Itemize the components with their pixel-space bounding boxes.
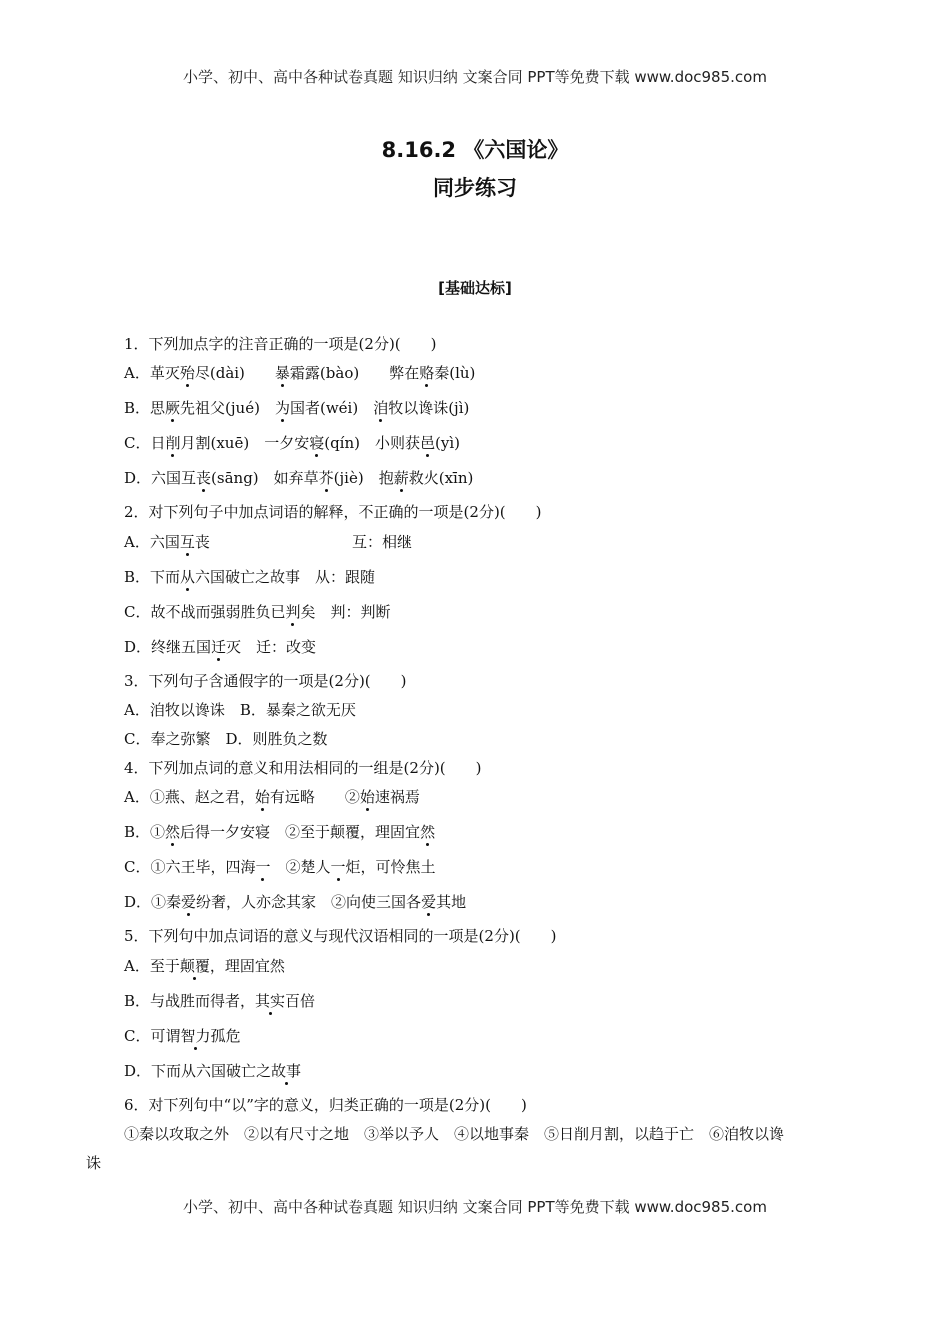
- question-1-option-a: A．革灭殆尽(dài) 暴霜露(bào) 弊在赂秦(lù): [124, 364, 476, 382]
- question-3-options-ab: A．洎牧以谗诛 B．暴秦之欲无厌: [124, 701, 356, 719]
- dotted-char: 一: [330, 858, 346, 876]
- question-6-sentences: ①秦以攻取之外 ②以有尺寸之地 ③举以予人 ④以地事秦 ⑤日削月割，以趋于亡 ⑥洎牧以谗: [124, 1125, 785, 1143]
- dotted-char: 迁: [211, 638, 227, 656]
- question-3-options-cd: C．奉之弥繁 D．则胜负之数: [124, 730, 328, 748]
- question-5-option-d: D．下而从六国破亡之故事: [124, 1062, 302, 1080]
- question-1-option-c: C．日削月割(xuē) 一夕安寝(qín) 小则获邑(yì): [124, 434, 460, 452]
- dotted-char: 洎: [373, 399, 389, 417]
- question-2-option-c: C．故不战而强弱胜负已判矣 判：判断: [124, 603, 391, 621]
- question-3-stem: 3．下列句子含通假字的一项是(2分)( ): [124, 672, 407, 690]
- dotted-char: 爱: [421, 893, 437, 911]
- dotted-word: 智力: [180, 1027, 211, 1045]
- dotted-char: 始: [359, 788, 375, 806]
- page-footer: 小学、初中、高中各种试卷真题 知识归纳 文案合同 PPT等免费下载 www.doc985.com: [183, 1198, 767, 1216]
- section-heading: [基础达标]: [438, 279, 512, 297]
- dotted-char: 为: [274, 399, 290, 417]
- question-1-option-b: B．思厥先祖父(jué) 为国者(wéi) 洎牧以谗诛(jì): [124, 399, 470, 417]
- page-header: 小学、初中、高中各种试卷真题 知识归纳 文案合同 PPT等免费下载 www.doc985.com: [183, 68, 767, 86]
- dotted-word: 故事: [271, 1062, 302, 1080]
- question-4-option-d: D．①秦爱纷奢，人亦念其家 ②向使三国各爱其地: [124, 893, 467, 911]
- question-5-stem: 5．下列句中加点词语的意义与现代汉语相同的一项是(2分)( ): [124, 927, 557, 945]
- dotted-char: 削: [165, 434, 181, 452]
- question-4-stem: 4．下列加点词的意义和用法相同的一组是(2分)( ): [124, 759, 482, 777]
- question-4-option-a: A．①燕、赵之君，始有远略 ②始速祸焉: [124, 788, 420, 806]
- dotted-char: 暴: [274, 364, 290, 382]
- dotted-char: 然: [165, 823, 181, 841]
- question-2-stem: 2．对下列句子中加点词语的解释，不正确的一项是(2分)( ): [124, 503, 542, 521]
- dotted-char: 始: [254, 788, 270, 806]
- dotted-char: 然: [420, 823, 436, 841]
- question-5-option-a: A．至于颠覆，理固宜然: [124, 957, 285, 975]
- question-6-sentences-wrap: 诛: [86, 1154, 102, 1172]
- document-subtitle: 同步练习: [433, 176, 517, 200]
- dotted-char: 从: [180, 568, 196, 586]
- dotted-char: 互: [179, 533, 195, 551]
- dotted-char: 薪: [393, 469, 409, 487]
- question-4-option-b: B．①然后得一夕安寝 ②至于颠覆，理固宜然: [124, 823, 436, 841]
- dotted-char: 邑: [419, 434, 435, 452]
- dotted-char: 赂: [419, 364, 435, 382]
- dotted-char: 爱: [181, 893, 197, 911]
- dotted-char: 寝: [309, 434, 325, 452]
- dotted-char: 丧: [196, 469, 212, 487]
- question-1-stem: 1．下列加点字的注音正确的一项是(2分)( ): [124, 335, 437, 353]
- document-title: 8.16.2 《六国论》: [381, 138, 569, 162]
- question-2-option-a: A．六国互丧: [124, 533, 210, 551]
- dotted-word: 其实: [255, 992, 286, 1010]
- question-2-option-a-explanation: 互：相继: [352, 533, 413, 551]
- dotted-char: 判: [285, 603, 301, 621]
- dotted-char: 一: [255, 858, 271, 876]
- question-1-option-d: D．六国互丧(sāng) 如弃草芥(jiè) 抱薪救火(xīn): [124, 469, 474, 487]
- dotted-word: 颠覆: [179, 957, 210, 975]
- dotted-char: 殆: [179, 364, 195, 382]
- question-5-option-b: B．与战胜而得者，其实百倍: [124, 992, 316, 1010]
- question-2-option-b: B．下而从六国破亡之故事 从：跟随: [124, 568, 376, 586]
- dotted-char: 厥: [165, 399, 181, 417]
- question-6-stem: 6．对下列句中“以”字的意义，归类正确的一项是(2分)( ): [124, 1096, 527, 1114]
- dotted-char: 芥: [318, 469, 334, 487]
- question-5-option-c: C．可谓智力孤危: [124, 1027, 241, 1045]
- question-2-option-d: D．终继五国迁灭 迁：改变: [124, 638, 317, 656]
- question-4-option-c: C．①六王毕，四海一 ②楚人一炬，可怜焦土: [124, 858, 436, 876]
